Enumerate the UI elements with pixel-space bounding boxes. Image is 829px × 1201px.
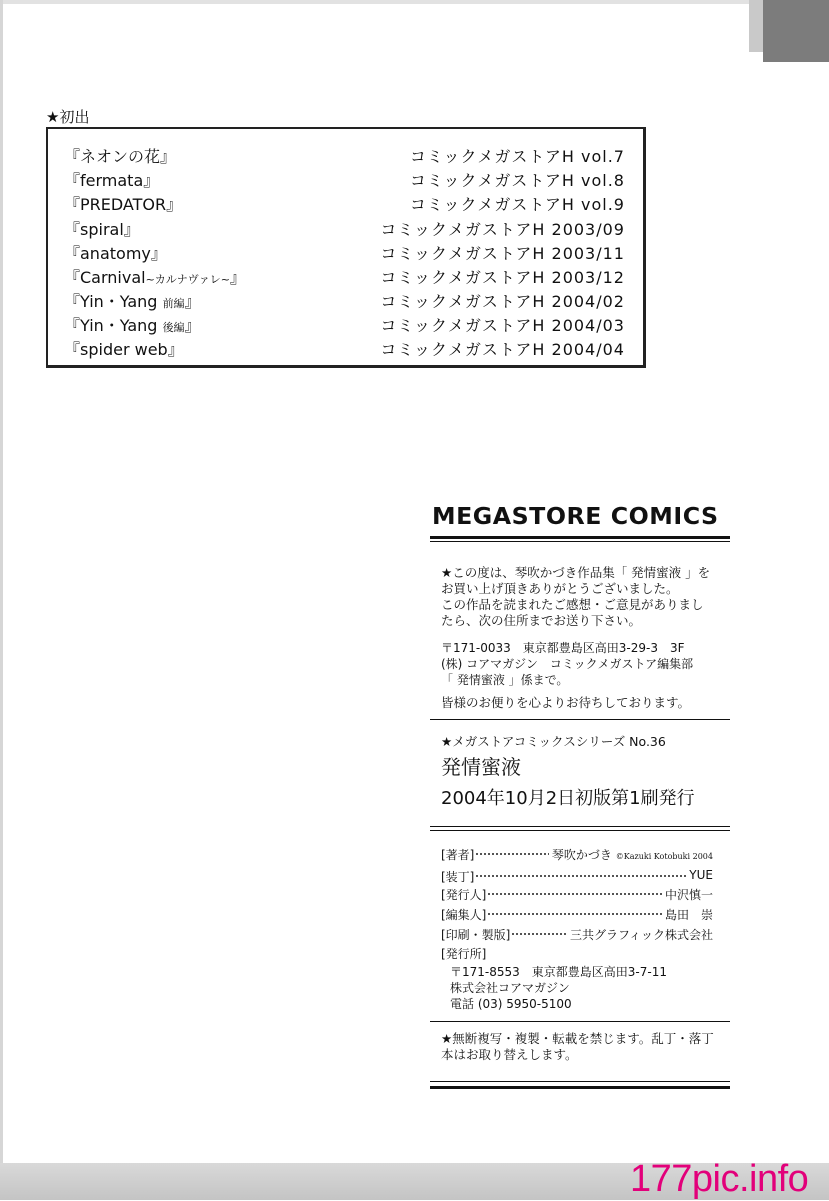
rule-divider (430, 536, 730, 539)
story-title: 『Carnival~カルナヴァレ~』 (64, 268, 246, 287)
book-title: 発情蜜液 (441, 755, 521, 779)
credit-label: [発行人] (441, 888, 487, 902)
magazine-source: コミックメガストアH 2004/04 (380, 340, 625, 359)
story-title: 『spiral』 (64, 220, 140, 239)
publisher-line: 〒171-8553 東京都豊島区高田3-7-11 (450, 965, 667, 979)
story-title: 『ネオンの花』 (64, 147, 177, 166)
publisher-address (450, 964, 750, 1012)
credit-label: [印刷・製版] (441, 928, 511, 942)
copyright-notice: ©Kazuki Kotobuki 2004 (615, 852, 713, 861)
credit-value: 琴吹かづき ©Kazuki Kotobuki 2004 (549, 846, 713, 863)
credit-value: YUE (686, 868, 713, 882)
credit-label: [編集人] (441, 908, 487, 922)
magazine-source: コミックメガストアH vol.9 (409, 195, 625, 214)
address-line: 〒171-0033 東京都豊島区高田3-29-3 3F (441, 641, 685, 655)
story-title: 『Yin・Yang 前編』 (64, 292, 201, 311)
rule-divider (430, 1086, 730, 1089)
story-title: 『PREDATOR』 (64, 195, 183, 214)
credit-value: 島田 崇 (662, 906, 713, 923)
publication-row (64, 289, 625, 313)
story-title: 『spider web』 (64, 340, 184, 359)
story-title: 『fermata』 (64, 171, 160, 190)
publication-row (64, 265, 625, 289)
publisher-label: [発行所] (441, 947, 487, 961)
publisher-line: 電話 (03) 5950-5100 (450, 997, 572, 1011)
message-line: たら、次の住所までお送り下さい。 (441, 613, 642, 628)
credit-row-editor (441, 906, 713, 926)
publication-row (64, 144, 625, 168)
magazine-source: コミックメガストアH 2003/11 (380, 244, 625, 263)
editorial-address (441, 640, 741, 688)
brand-logo: MEGASTORE COMICS (432, 504, 719, 530)
message-line: お買い上げ頂きありがとうございました。 (441, 581, 679, 596)
series-number: ★メガストアコミックスシリーズ No.36 (441, 734, 666, 749)
credit-row-author (441, 846, 713, 866)
publication-date: 2004年10月2日初版第1刷発行 (441, 788, 695, 809)
credit-value: 三共グラフィック株式会社 (567, 926, 713, 943)
message-line: この作品を読まれたご感想・ご意見がありまし (441, 597, 704, 612)
rule-divider (430, 826, 730, 827)
story-title: 『anatomy』 (64, 244, 167, 263)
address-line: 「 発情蜜液 」係まで。 (441, 673, 569, 687)
magazine-source: コミックメガストアH 2003/12 (380, 268, 625, 287)
leader-dots (441, 875, 713, 877)
magazine-source: コミックメガストアH vol.7 (409, 147, 625, 166)
publication-row (64, 241, 625, 265)
notice-line: 本はお取り替えします。 (441, 1047, 578, 1062)
copyright-warning (441, 1031, 741, 1063)
credit-row-printing (441, 926, 713, 946)
first-publication-heading: ★初出 (46, 108, 90, 126)
credit-label: [著者] (441, 848, 475, 862)
magazine-source: コミックメガストアH 2003/09 (380, 220, 625, 239)
credit-label: [装丁] (441, 870, 475, 884)
credit-row-publisher-person (441, 886, 713, 906)
publication-row (64, 337, 625, 361)
notice-line: ★無断複写・複製・転載を禁じます。乱丁・落丁 (441, 1031, 714, 1046)
corner-tab-light (749, 0, 763, 52)
corner-tab-dark (763, 0, 829, 62)
publication-row (64, 168, 625, 192)
top-edge-strip (0, 0, 749, 4)
publication-row (64, 217, 625, 241)
magazine-source: コミックメガストアH vol.8 (409, 171, 625, 190)
watermark-text: 177pic.info (630, 1158, 809, 1200)
publication-row (64, 192, 625, 216)
publisher-line: 株式会社コアマガジン (450, 981, 570, 995)
magazine-source: コミックメガストアH 2004/02 (380, 292, 625, 311)
rule-divider (430, 830, 730, 831)
reader-message (441, 565, 741, 629)
address-line: (株) コアマガジン コミックメガストア編集部 (441, 657, 694, 671)
rule-divider (430, 1081, 730, 1082)
publication-row (64, 313, 625, 337)
story-title: 『Yin・Yang 後編』 (64, 316, 201, 335)
rule-divider (430, 1021, 730, 1022)
left-edge-strip (0, 0, 3, 1200)
first-publication-box (46, 127, 646, 368)
message-line: ★この度は、琴吹かづき作品集「 発情蜜液 」を (441, 565, 711, 580)
magazine-source: コミックメガストアH 2004/03 (380, 316, 625, 335)
rule-divider (430, 541, 730, 542)
closing-line: 皆様のお便りを心よりお待ちしております。 (441, 695, 691, 710)
credit-value: 中沢慎一 (662, 886, 713, 903)
rule-divider (430, 719, 730, 720)
credit-row-design (441, 868, 713, 888)
